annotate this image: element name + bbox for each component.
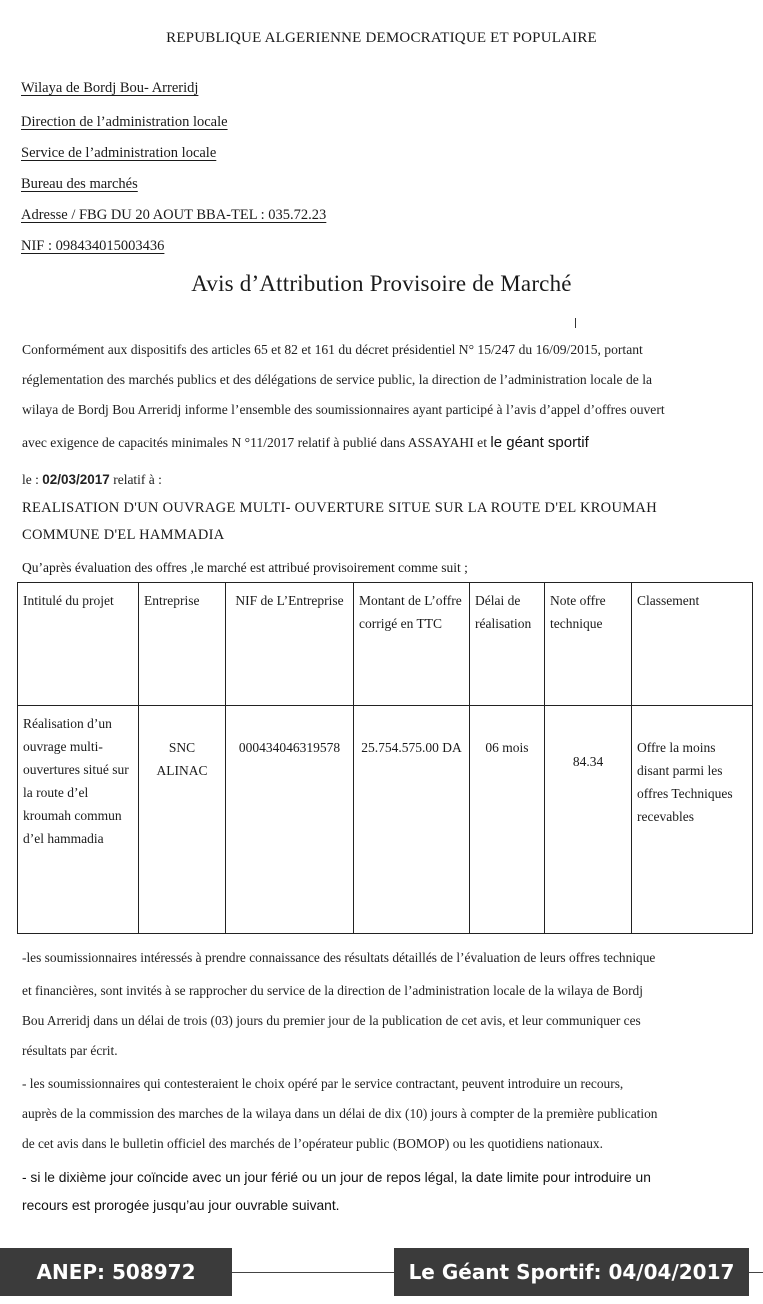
footer-line-4: résultats par écrit. (22, 1043, 118, 1058)
cell-delai: 06 mois (470, 706, 545, 934)
intro-line-4-text: avec exigence de capacités minimales N °11/2017 relatif à publié dans ASSAYAHI et (22, 435, 487, 450)
evaluation-sentence: Qu’après évaluation des offres ,le marché est attribué provisoirement comme suit ; (22, 560, 468, 575)
anep-badge: ANEP: 508972 (0, 1248, 232, 1296)
header-note: Note offre technique (545, 583, 632, 706)
footer-line-6: auprès de la commission des marches de la wilaya dans un délai de dix (10) jours à compter de la première publication (22, 1106, 658, 1121)
footer-line-1: -les soumissionnaires intéressés à prendre connaissance des résultats détaillés de l’évaluation de leurs offres technique (22, 950, 656, 965)
footer-line-7: de cet avis dans le bulletin officiel des marchés de l’opérateur public (BOMOP) ou les quotidiens nationaux. (22, 1136, 603, 1151)
intro-line-2: réglementation des marchés publics et des délégations de service public, la direction de l’administration locale de la (22, 372, 652, 387)
cell-montant: 25.754.575.00 DA (354, 706, 470, 934)
footer-bold-line-2: recours est prorogée jusqu’au jour ouvrable suivant. (22, 1198, 340, 1213)
intro-line-3: wilaya de Bordj Bou Arreridj informe l’ensemble des soumissionnaires ayant participé à l’avis d’appel d’offres ouvert (22, 402, 665, 417)
republique-heading: REPUBLIQUE ALGERIENNE DEMOCRATIQUE ET POPULAIRE (166, 30, 597, 46)
header-nif: NIF de L’Entreprise (226, 583, 354, 706)
project-title-line-1: REALISATION D'UN OUVRAGE MULTI- OUVERTURE SITUE SUR LA ROUTE D'EL KROUMAH (22, 500, 657, 516)
table-header-row (18, 583, 753, 706)
cell-projet: Réalisation d’un ouvrage multi-ouvertures situé sur la route d’el kroumah commun d’el hammadia (18, 706, 139, 934)
service-line: Service de l’administration locale (21, 145, 217, 161)
cell-classement: Offre la moins disant parmi les offres Techniques recevables (632, 706, 753, 934)
header-delai: Délai de réalisation (470, 583, 545, 706)
address-line: Adresse / FBG DU 20 AOUT BBA-TEL : 035.72.23 (21, 207, 327, 223)
header-montant: Montant de L’offre corrigé en TTC (354, 583, 470, 706)
footer-line-3: Bou Arreridj dans un délai de trois (03) jours du premier jour de la publication de cet avis, et leur communiquer ces (22, 1013, 641, 1028)
footer-line-2: et financières, sont invités à se rapprocher du service de la direction de l’administration locale de la wilaya de Bordj (22, 983, 643, 998)
publication-date: 02/03/2017 (42, 472, 110, 487)
cell-nif: 000434046319578 (226, 706, 354, 934)
attribution-table (17, 582, 753, 934)
bureau-line: Bureau des marchés (21, 176, 138, 192)
document-title: Avis d’Attribution Provisoire de Marché (191, 271, 572, 296)
intro-line-1: Conformément aux dispositifs des articles 65 et 82 et 161 du décret présidentiel N° 15/247 du 16/09/2015, portant (22, 342, 643, 357)
journal-name: le géant sportif (490, 434, 589, 451)
footer-line-5: - les soumissionnaires qui contesteraient le choix opéré par le service contractant, peuvent introduire un recours, (22, 1076, 624, 1091)
project-title-line-2: COMMUNE D'EL HAMMADIA (22, 527, 225, 543)
date-prefix: le : (22, 472, 39, 487)
date-suffix: relatif à : (113, 472, 162, 487)
direction-line: Direction de l’administration locale (21, 114, 228, 130)
publication-date-line (22, 472, 162, 488)
stray-mark (575, 318, 576, 328)
table-row (18, 706, 753, 934)
publication-badge: Le Géant Sportif: 04/04/2017 (394, 1248, 749, 1296)
header-classement: Classement (632, 583, 753, 706)
cell-entreprise: SNC ALINAC (139, 706, 226, 934)
intro-line-4 (22, 434, 589, 451)
header-entreprise: Entreprise (139, 583, 226, 706)
nif-line: NIF : 098434015003436 (21, 238, 165, 254)
header-intitule: Intitulé du projet (18, 583, 139, 706)
cell-note: 84.34 (545, 706, 632, 934)
footer-bold-line-1: - si le dixième jour coïncide avec un jour férié ou un jour de repos légal, la date limite pour introduire un (22, 1170, 651, 1185)
wilaya-line: Wilaya de Bordj Bou- Arreridj (21, 80, 199, 96)
